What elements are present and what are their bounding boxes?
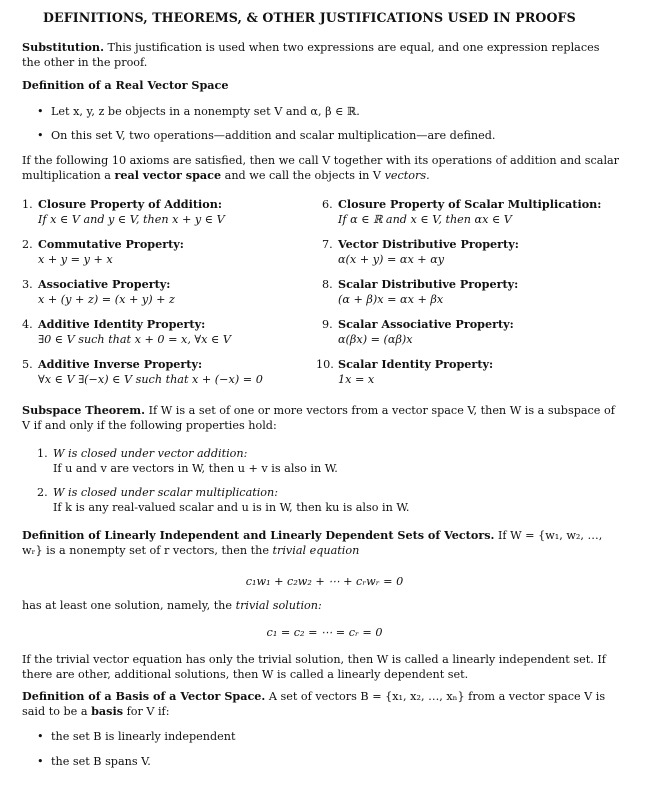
bullet-text: Let x, y, z be objects in a nonempty set V and α, β ∈ ℝ.	[51, 105, 360, 118]
axiom-3: 3. Associative Property: x + (y + z) = (x + y) + z	[22, 277, 175, 306]
vector-space-intro	[22, 153, 620, 183]
subspace-theorem	[22, 403, 620, 433]
basis-text: A set of vectors B = {x₁, x₂, …, xₙ} from a vector space V is said to be a	[22, 690, 606, 718]
li-text: If W = {w₁, w₂, …, wᵣ} is a nonempty set of r vectors, then the	[22, 529, 603, 557]
linear-independence-conclusion: If the trivial vector equation has only the trivial solution, then W is called a linearly independent set. If there are other, additional solutions, then W is called a linearly dependent set.	[22, 653, 606, 681]
list-item: • the set B is linearly independent	[37, 730, 236, 743]
axiom-9: 9. Scalar Associative Property: α(βx) = (αβ)x	[322, 317, 514, 346]
basis-text-2: for V if:	[126, 705, 170, 718]
mid-text: has at least one solution, namely, the	[22, 599, 233, 612]
trivial-equation: c₁w₁ + c₂w₂ + ⋯ + cᵣwᵣ = 0	[245, 575, 404, 588]
axiom-5: 5. Additive Inverse Property: ∀x ∈ V ∃(−x) ∈ V such that x + (−x) = 0	[22, 357, 263, 386]
li-italic: trivial equation	[272, 544, 360, 557]
trivial-solution-equation: c₁ = c₂ = ⋯ = cᵣ = 0	[266, 626, 383, 639]
intro-text-2: and we call the objects in V	[224, 169, 381, 182]
mid-italic: trivial solution:	[235, 599, 322, 612]
substitution-heading: Substitution.	[22, 40, 104, 54]
subspace-heading: Subspace Theorem.	[22, 403, 146, 417]
axiom-1: 1. Closure Property of Addition: If x ∈ V and y ∈ V, then x + y ∈ V	[22, 197, 225, 226]
linear-independence-definition	[22, 528, 620, 558]
axiom-8: 8. Scalar Distributive Property: (α + β)x = αx + βx	[322, 277, 519, 306]
bullet-text: the set B is linearly independent	[51, 730, 236, 743]
page-title: DEFINITIONS, THEOREMS, & OTHER JUSTIFICATIONS USED IN PROOFS	[43, 10, 576, 25]
list-item: • Let x, y, z be objects in a nonempty set V and α, β ∈ ℝ.	[37, 105, 360, 118]
axiom-7: 7. Vector Distributive Property: α(x + y) = αx + αy	[322, 237, 519, 266]
basis-definition	[22, 689, 620, 719]
basis-bold: basis	[91, 704, 123, 718]
real-vector-space-heading: Definition of a Real Vector Space	[22, 78, 229, 92]
axiom-10: 10. Scalar Identity Property: 1x = x	[316, 357, 494, 386]
substitution-text: This justification is used when two expressions are equal, and one expression replaces the other in the proof.	[22, 41, 600, 69]
intro-italic: vectors.	[384, 169, 430, 182]
bullet-text: On this set V, two operations—addition and scalar multiplication—are defined.	[51, 129, 496, 142]
intro-bold: real vector space	[114, 168, 222, 182]
linear-independence-heading: Definition of Linearly Independent and Linearly Dependent Sets of Vectors.	[22, 528, 495, 542]
axiom-2: 2. Commutative Property: x + y = y + x	[22, 237, 184, 266]
bullet-text: the set B spans V.	[51, 755, 151, 768]
subspace-item-1: 1. W is closed under vector addition: If u and v are vectors in W, then u + v is also in W.	[37, 447, 338, 475]
subspace-item-2: 2. W is closed under scalar multiplication: If k is any real-valued scalar and u is in W, then ku is also in W.	[37, 486, 410, 514]
axiom-6: 6. Closure Property of Scalar Multiplication: If α ∈ ℝ and x ∈ V, then αx ∈ V	[322, 197, 602, 226]
list-item: • On this set V, two operations—addition and scalar multiplication—are defined.	[37, 129, 496, 142]
list-item: • the set B spans V.	[37, 755, 151, 768]
substitution-paragraph	[22, 40, 620, 70]
subspace-text: If W is a set of one or more vectors from a vector space V, then W is a subspace of V if and only if the following properties hold:	[22, 404, 615, 432]
trivial-solution-intro	[22, 598, 620, 613]
axiom-4: 4. Additive Identity Property: ∃0 ∈ V such that x + 0 = x, ∀x ∈ V	[22, 317, 231, 346]
intro-text: If the following 10 axioms are satisfied, then we call V together with its operations of addition and scalar multiplication a	[22, 154, 620, 182]
basis-heading: Definition of a Basis of a Vector Space.	[22, 689, 266, 703]
